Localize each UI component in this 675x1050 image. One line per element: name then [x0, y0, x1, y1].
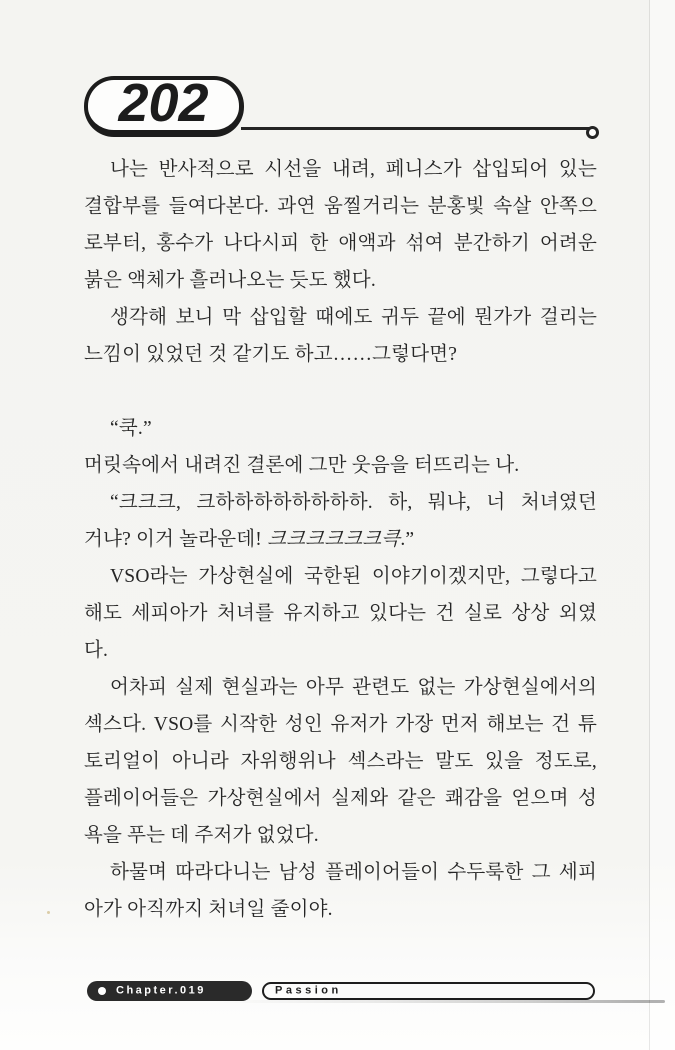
chapter-bullet-icon	[98, 987, 106, 995]
body-line: VSO라는 가상현실에 국한된 이야기이겠지만, 그렇다고	[110, 566, 597, 587]
scan-shadow-streak	[210, 1000, 665, 1003]
body-line: 욕을 푸는 데 주저가 없었다.	[84, 825, 319, 846]
body-line: 나는 반사적으로 시선을 내려, 페니스가 삽입되어 있는	[110, 159, 597, 180]
footer-section-pill	[262, 982, 595, 1000]
body-line: 플레이어들은 가상현실에서 실제와 같은 쾌감을 얻으며 성	[84, 788, 597, 809]
body-line: “크크크, 크하하하하하하하하. 하, 뭐냐, 너 처녀였던	[110, 492, 597, 513]
body-line: 토리얼이 아니라 자위행위나 섹스라는 말도 있을 정도로,	[84, 751, 597, 772]
body-line: 느낌이 있었던 것 같기도 하고……그렇다면?	[84, 344, 458, 365]
header-rule-end-dot-icon	[586, 126, 599, 139]
body-line: 붉은 액체가 흘러나오는 듯도 했다.	[84, 270, 376, 291]
header-rule	[241, 127, 589, 130]
paper-speck	[47, 911, 50, 914]
body-line: 아가 아직까지 처녀일 줄이야.	[84, 899, 333, 920]
page-number: 202	[118, 73, 209, 133]
page-number-badge	[84, 73, 244, 137]
chapter-label: Chapter.019	[116, 984, 206, 997]
body-line: 하물며 따라다니는 남성 플레이어들이 수두룩한 그 세피	[110, 862, 597, 883]
body-line: 로부터, 홍수가 나다시피 한 애액과 섞여 분간하기 어려운	[84, 233, 597, 254]
body-text-segment: 거냐? 이거 놀라운데!	[84, 529, 268, 550]
body-line: 어차피 실제 현실과는 아무 관련도 없는 가상현실에서의	[110, 677, 597, 698]
body-line: “쿡.”	[110, 418, 152, 439]
body-line: 머릿속에서 내려진 결론에 그만 웃음을 터뜨리는 나.	[84, 455, 520, 476]
body-line: 해도 세피아가 처녀를 유지하고 있다는 건 실로 상상 외였	[84, 603, 597, 624]
body-line: 생각해 보니 막 삽입할 때에도 귀두 끝에 뭔가가 걸리는	[110, 307, 597, 328]
page-edge-line	[649, 0, 650, 1050]
footer-chapter-pill	[87, 981, 252, 1001]
body-text-segment: .”	[400, 529, 415, 550]
body-line: 결합부를 들여다본다. 과연 움찔거리는 분홍빛 속살 안쪽으	[84, 196, 597, 217]
page-edge-band	[650, 0, 675, 1050]
section-label: Passion	[275, 984, 342, 997]
body-line: 섹스다. VSO를 시작한 성인 유저가 가장 먼저 해보는 건 튜	[84, 714, 597, 735]
body-line	[84, 521, 597, 558]
body-italic-segment: 크크크크크크큭	[267, 529, 401, 550]
body-line: 다.	[84, 640, 109, 661]
body-blank-line	[84, 373, 597, 410]
body-text	[84, 151, 597, 928]
